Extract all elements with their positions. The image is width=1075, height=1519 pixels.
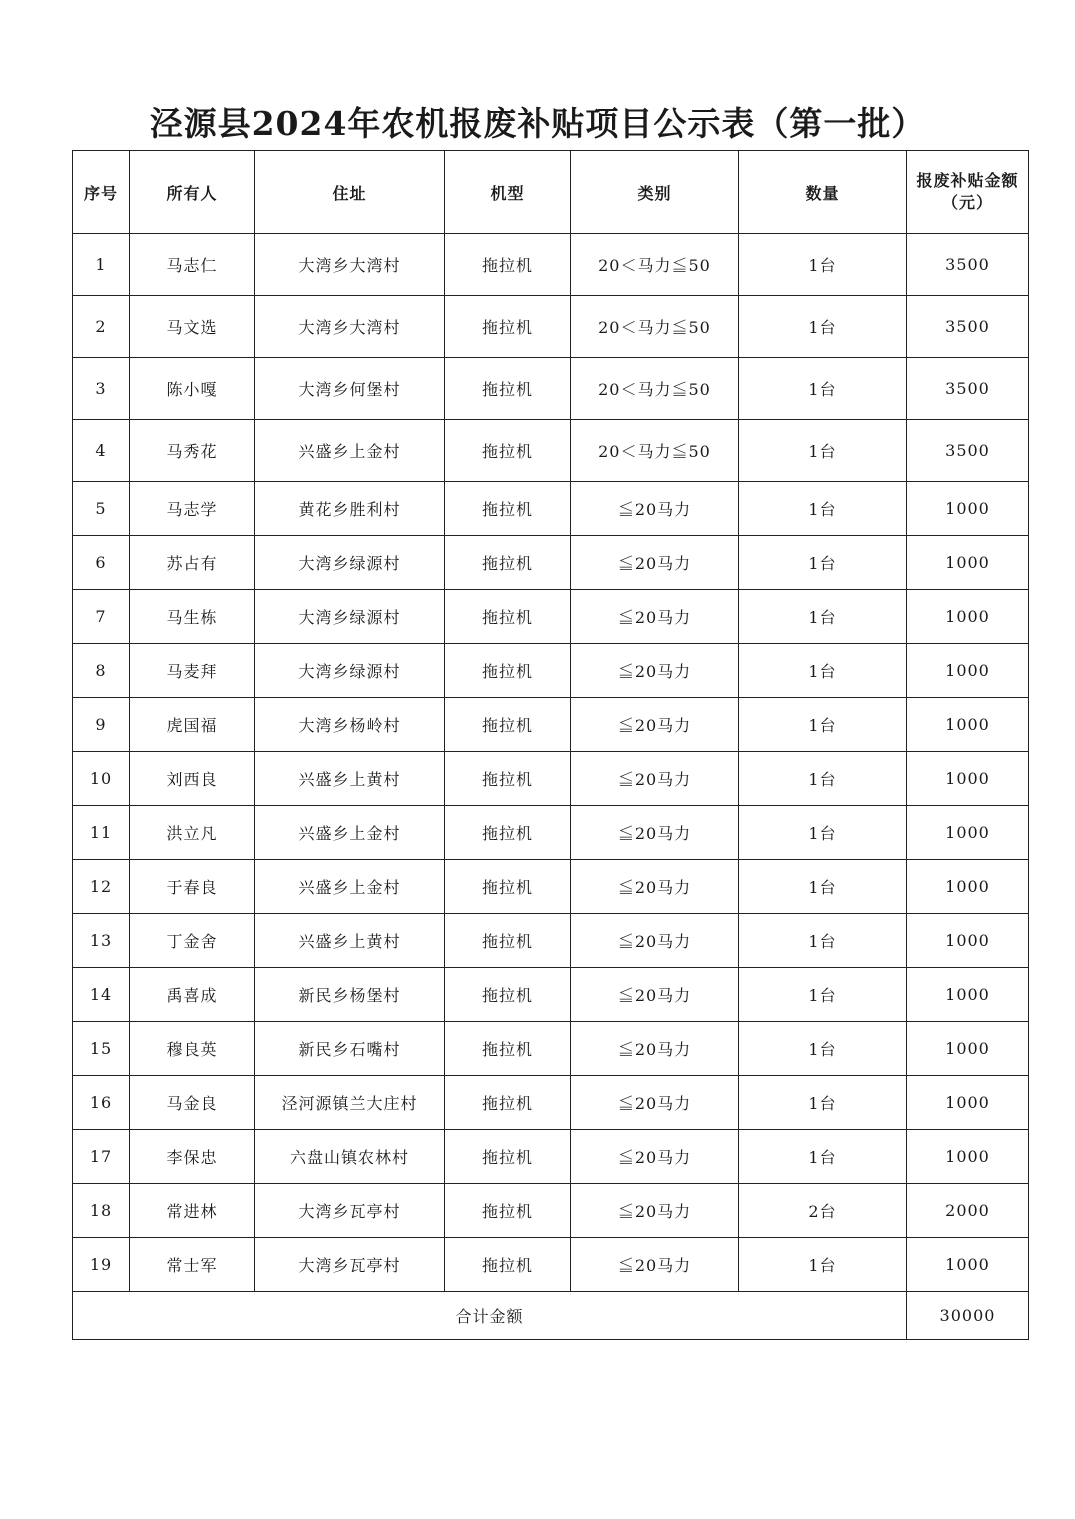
cell-quantity: 1台: [739, 420, 907, 482]
cell-amount: 1000: [907, 968, 1029, 1022]
cell-index: 14: [73, 968, 130, 1022]
cell-owner: 刘西良: [130, 752, 255, 806]
cell-category: ≦20马力: [571, 914, 739, 968]
cell-address: 新民乡石嘴村: [255, 1022, 445, 1076]
cell-address: 六盘山镇农林村: [255, 1130, 445, 1184]
cell-quantity: 1台: [739, 698, 907, 752]
cell-address: 兴盛乡上黄村: [255, 914, 445, 968]
cell-quantity: 1台: [739, 860, 907, 914]
cell-amount: 1000: [907, 482, 1029, 536]
cell-category: ≦20马力: [571, 752, 739, 806]
table-row: [73, 536, 1029, 590]
cell-amount: 1000: [907, 806, 1029, 860]
cell-owner: 虎国福: [130, 698, 255, 752]
cell-quantity: 1台: [739, 752, 907, 806]
cell-category: ≦20马力: [571, 698, 739, 752]
cell-address: 兴盛乡上金村: [255, 806, 445, 860]
cell-quantity: 1台: [739, 1022, 907, 1076]
cell-address: 大湾乡绿源村: [255, 644, 445, 698]
column-header-address: 住址: [255, 151, 445, 234]
cell-amount: 1000: [907, 1238, 1029, 1292]
cell-amount: 1000: [907, 590, 1029, 644]
cell-owner: 马志仁: [130, 234, 255, 296]
cell-quantity: 1台: [739, 644, 907, 698]
column-header-machine: 机型: [445, 151, 571, 234]
cell-address: 大湾乡大湾村: [255, 234, 445, 296]
cell-index: 17: [73, 1130, 130, 1184]
cell-index: 15: [73, 1022, 130, 1076]
cell-category: ≦20马力: [571, 968, 739, 1022]
cell-index: 19: [73, 1238, 130, 1292]
cell-quantity: 1台: [739, 590, 907, 644]
table-row: [73, 1184, 1029, 1238]
cell-amount: 3500: [907, 234, 1029, 296]
cell-machine: 拖拉机: [445, 860, 571, 914]
cell-index: 4: [73, 420, 130, 482]
cell-index: 5: [73, 482, 130, 536]
cell-machine: 拖拉机: [445, 420, 571, 482]
cell-quantity: 1台: [739, 296, 907, 358]
cell-owner: 马秀花: [130, 420, 255, 482]
total-row: [73, 1292, 1029, 1340]
cell-address: 大湾乡绿源村: [255, 536, 445, 590]
cell-address: 大湾乡何堡村: [255, 358, 445, 420]
cell-category: ≦20马力: [571, 644, 739, 698]
amount-header-line2: （元）: [941, 193, 993, 212]
cell-machine: 拖拉机: [445, 1022, 571, 1076]
cell-category: ≦20马力: [571, 806, 739, 860]
table-row: [73, 860, 1029, 914]
cell-address: 大湾乡杨岭村: [255, 698, 445, 752]
cell-amount: 1000: [907, 644, 1029, 698]
cell-category: ≦20马力: [571, 1022, 739, 1076]
cell-quantity: 1台: [739, 358, 907, 420]
cell-index: 10: [73, 752, 130, 806]
cell-amount: 1000: [907, 914, 1029, 968]
cell-category: ≦20马力: [571, 1184, 739, 1238]
cell-owner: 马文选: [130, 296, 255, 358]
cell-quantity: 1台: [739, 482, 907, 536]
cell-amount: 3500: [907, 296, 1029, 358]
cell-machine: 拖拉机: [445, 296, 571, 358]
cell-address: 新民乡杨堡村: [255, 968, 445, 1022]
cell-machine: 拖拉机: [445, 644, 571, 698]
cell-address: 大湾乡大湾村: [255, 296, 445, 358]
table-row: [73, 358, 1029, 420]
table-row: [73, 1076, 1029, 1130]
cell-amount: 1000: [907, 1076, 1029, 1130]
cell-amount: 1000: [907, 1130, 1029, 1184]
cell-owner: 常进林: [130, 1184, 255, 1238]
total-amount: 30000: [907, 1292, 1029, 1340]
cell-quantity: 2台: [739, 1184, 907, 1238]
cell-machine: 拖拉机: [445, 1238, 571, 1292]
cell-amount: 2000: [907, 1184, 1029, 1238]
table-row: [73, 482, 1029, 536]
column-header-owner: 所有人: [130, 151, 255, 234]
cell-amount: 1000: [907, 752, 1029, 806]
cell-owner: 马金良: [130, 1076, 255, 1130]
cell-machine: 拖拉机: [445, 752, 571, 806]
cell-amount: 1000: [907, 860, 1029, 914]
cell-machine: 拖拉机: [445, 590, 571, 644]
cell-owner: 马麦拜: [130, 644, 255, 698]
cell-machine: 拖拉机: [445, 358, 571, 420]
total-label: 合计金额: [73, 1292, 907, 1340]
cell-owner: 陈小嘎: [130, 358, 255, 420]
cell-machine: 拖拉机: [445, 1076, 571, 1130]
cell-amount: 3500: [907, 358, 1029, 420]
cell-category: 20＜马力≦50: [571, 420, 739, 482]
table-row: [73, 968, 1029, 1022]
table-row: [73, 914, 1029, 968]
column-header-quantity: 数量: [739, 151, 907, 234]
table-row: [73, 420, 1029, 482]
cell-index: 18: [73, 1184, 130, 1238]
cell-machine: 拖拉机: [445, 806, 571, 860]
cell-category: ≦20马力: [571, 482, 739, 536]
cell-address: 大湾乡绿源村: [255, 590, 445, 644]
table-row: [73, 296, 1029, 358]
cell-amount: 1000: [907, 698, 1029, 752]
cell-category: ≦20马力: [571, 1076, 739, 1130]
table-row: [73, 698, 1029, 752]
cell-machine: 拖拉机: [445, 968, 571, 1022]
cell-owner: 苏占有: [130, 536, 255, 590]
column-header-category: 类别: [571, 151, 739, 234]
cell-machine: 拖拉机: [445, 1130, 571, 1184]
table-row: [73, 234, 1029, 296]
cell-machine: 拖拉机: [445, 1184, 571, 1238]
cell-address: 兴盛乡上金村: [255, 860, 445, 914]
cell-machine: 拖拉机: [445, 914, 571, 968]
cell-amount: 1000: [907, 536, 1029, 590]
table-row: [73, 590, 1029, 644]
cell-index: 3: [73, 358, 130, 420]
cell-owner: 穆良英: [130, 1022, 255, 1076]
table-row: [73, 1130, 1029, 1184]
cell-category: ≦20马力: [571, 1130, 739, 1184]
table-row: [73, 1238, 1029, 1292]
cell-category: ≦20马力: [571, 1238, 739, 1292]
cell-category: 20＜马力≦50: [571, 234, 739, 296]
cell-index: 8: [73, 644, 130, 698]
cell-address: 黄花乡胜利村: [255, 482, 445, 536]
table-row: [73, 1022, 1029, 1076]
cell-address: 兴盛乡上金村: [255, 420, 445, 482]
table-header-row: [73, 151, 1029, 234]
cell-address: 泾河源镇兰大庄村: [255, 1076, 445, 1130]
cell-index: 7: [73, 590, 130, 644]
cell-address: 兴盛乡上黄村: [255, 752, 445, 806]
cell-owner: 禹喜成: [130, 968, 255, 1022]
cell-category: 20＜马力≦50: [571, 296, 739, 358]
cell-quantity: 1台: [739, 1130, 907, 1184]
table-row: [73, 752, 1029, 806]
cell-quantity: 1台: [739, 1238, 907, 1292]
cell-quantity: 1台: [739, 806, 907, 860]
cell-index: 12: [73, 860, 130, 914]
cell-category: ≦20马力: [571, 590, 739, 644]
cell-quantity: 1台: [739, 536, 907, 590]
table-row: [73, 644, 1029, 698]
cell-owner: 马志学: [130, 482, 255, 536]
cell-index: 2: [73, 296, 130, 358]
cell-machine: 拖拉机: [445, 536, 571, 590]
cell-quantity: 1台: [739, 234, 907, 296]
cell-quantity: 1台: [739, 968, 907, 1022]
column-header-index: 序号: [73, 151, 130, 234]
cell-index: 9: [73, 698, 130, 752]
cell-owner: 洪立凡: [130, 806, 255, 860]
cell-category: ≦20马力: [571, 860, 739, 914]
cell-index: 13: [73, 914, 130, 968]
cell-owner: 常士军: [130, 1238, 255, 1292]
cell-machine: 拖拉机: [445, 234, 571, 296]
cell-owner: 丁金舍: [130, 914, 255, 968]
cell-index: 1: [73, 234, 130, 296]
cell-owner: 李保忠: [130, 1130, 255, 1184]
cell-index: 16: [73, 1076, 130, 1130]
table-body: [73, 234, 1029, 1292]
cell-quantity: 1台: [739, 914, 907, 968]
cell-amount: 3500: [907, 420, 1029, 482]
table-row: [73, 806, 1029, 860]
cell-address: 大湾乡瓦亭村: [255, 1184, 445, 1238]
cell-category: 20＜马力≦50: [571, 358, 739, 420]
cell-index: 11: [73, 806, 130, 860]
cell-machine: 拖拉机: [445, 698, 571, 752]
column-header-amount: [907, 151, 1029, 234]
cell-owner: 于春良: [130, 860, 255, 914]
cell-amount: 1000: [907, 1022, 1029, 1076]
cell-address: 大湾乡瓦亭村: [255, 1238, 445, 1292]
cell-owner: 马生栋: [130, 590, 255, 644]
subsidy-table: [72, 150, 1029, 1340]
cell-category: ≦20马力: [571, 536, 739, 590]
page-title: 泾源县2024年农机报废补贴项目公示表（第一批）: [149, 104, 926, 143]
amount-header-line1: 报废补贴金额: [916, 171, 1019, 190]
cell-machine: 拖拉机: [445, 482, 571, 536]
cell-quantity: 1台: [739, 1076, 907, 1130]
cell-index: 6: [73, 536, 130, 590]
